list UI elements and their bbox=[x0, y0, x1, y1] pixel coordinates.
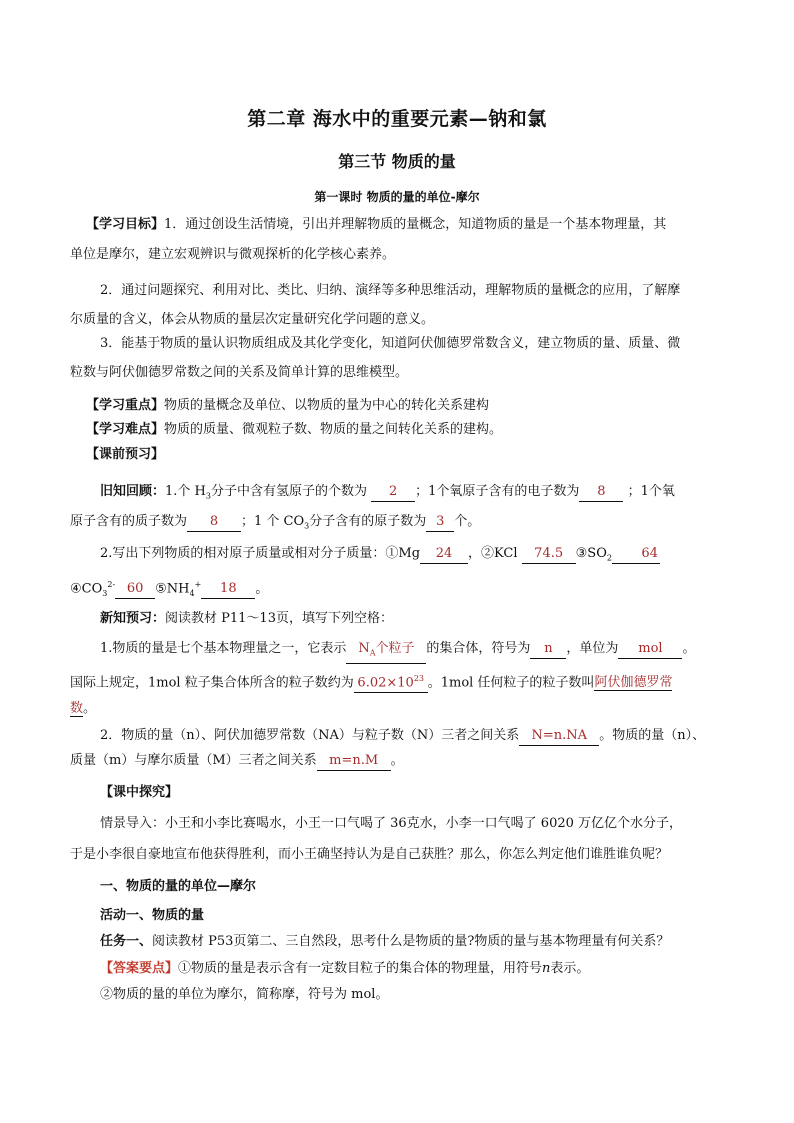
q2-sup: 2- bbox=[107, 580, 116, 589]
answer-text: 6.02×10 bbox=[357, 675, 414, 691]
answer-blank: m=n.M bbox=[317, 752, 391, 771]
q2-text: ④CO bbox=[70, 581, 103, 597]
answer-text: 个粒子 bbox=[375, 641, 415, 656]
q2-sub: 3 bbox=[102, 588, 108, 598]
review-sub: 3 bbox=[304, 521, 310, 531]
n1-text: ，单位为 bbox=[566, 641, 619, 656]
part1-heading: 一、物质的量的单位—摩尔 bbox=[100, 879, 257, 894]
review-text: 个。 bbox=[454, 514, 481, 529]
goals-line-1 bbox=[86, 216, 666, 234]
review-line-1 bbox=[100, 483, 675, 506]
preview-tag: 【课前预习】 bbox=[86, 447, 165, 462]
goals-line-4: 尔质量的含义，体会从物质的量层次定量研究化学问题的意义。 bbox=[70, 312, 435, 327]
answer-blank: N=n.NA bbox=[519, 727, 599, 746]
goals-line-2: 单位是摩尔，建立宏观辨识与微观探析的化学核心素养。 bbox=[70, 247, 396, 262]
chapter-title: 第二章 海水中的重要元素—钠和氯 bbox=[247, 108, 547, 130]
keypoint-tag: 【学习重点】 bbox=[86, 398, 165, 413]
review-line-2 bbox=[70, 513, 480, 536]
answer-blank: n bbox=[530, 640, 566, 659]
section-title: 第三节 物质的量 bbox=[338, 152, 456, 171]
scene-line-1: 情景导入：小王和小李比赛喝水，小王一口气喝了 36克水，小李一口气喝了 6020 万亿亿个水分子， bbox=[100, 816, 683, 831]
answer-sup: 23 bbox=[413, 674, 424, 683]
q2-text: ⑤NH bbox=[155, 581, 190, 597]
answer-blank: 64 bbox=[612, 545, 660, 564]
n2-text: 。物质的量（n）、 bbox=[599, 728, 706, 743]
review-text: 分子含有的原子数为 bbox=[309, 514, 427, 529]
task1-text: 阅读教材 P53页第二、三自然段，思考什么是物质的量?物质的量与基本物理量有何关系？ bbox=[152, 934, 670, 949]
answer-blank: 8 bbox=[579, 483, 623, 502]
activity1-heading: 活动一、物质的量 bbox=[100, 908, 205, 923]
review-text: 原子含有的质子数为 bbox=[70, 514, 188, 529]
goals-text-1a: 1．通过创设生活情境，引出并理解物质的量概念，知道物质的量是一个基本物理量，其 bbox=[164, 217, 667, 232]
n1-text: 。1mol 任何粒子的粒子数叫 bbox=[427, 675, 595, 691]
keypoint-line bbox=[86, 397, 489, 415]
keypoint-text: 物质的量概念及单位、以物质的量为中心的转化关系建构 bbox=[164, 398, 490, 413]
n1-text: 国际上规定，1mol 粒子集合体所含的粒子数约为 bbox=[70, 675, 354, 691]
answer-blank: 3 bbox=[426, 513, 454, 532]
n2-text: 。 bbox=[390, 753, 404, 768]
scene-line-2: 于是小李很自豪地宣布他获得胜利，而小王确坚持认为是自己获胜？那么，你怎么判定他们谁胜谁负呢？ bbox=[70, 847, 669, 862]
review-text: 1.个 H bbox=[165, 484, 206, 499]
newpreview-text: 阅读教材 P11～13页，填写下列空格： bbox=[165, 611, 393, 626]
answer-tag: 【答案要点】 bbox=[100, 961, 179, 976]
answer-text: N bbox=[358, 641, 370, 656]
q2-text: ③SO bbox=[575, 546, 607, 561]
answer-blank bbox=[346, 640, 426, 664]
review-text: 分子中含有氢原子的个数为 bbox=[210, 484, 367, 499]
review-sub: 3 bbox=[205, 491, 211, 501]
n2-line-1 bbox=[100, 727, 705, 746]
answer-blank: 74.5 bbox=[522, 545, 576, 564]
n1-line-1 bbox=[100, 640, 695, 664]
answer-line-1 bbox=[100, 960, 589, 978]
explore-tag: 【课中探究】 bbox=[100, 785, 179, 800]
difficulty-line bbox=[86, 421, 502, 439]
q2-line-1 bbox=[100, 545, 660, 568]
answer-blank: mol bbox=[618, 640, 682, 659]
n2-line-2 bbox=[70, 752, 404, 771]
n1-text: 。 bbox=[682, 641, 696, 656]
goals-line-3: 2．通过问题探究、利用对比、类比、归纳、演绎等多种思维活动，理解物质的量概念的应用，了解摩 bbox=[100, 283, 681, 298]
q2-text: 。 bbox=[255, 581, 269, 597]
answer-blank: 18 bbox=[201, 580, 255, 599]
q2-sub: 2 bbox=[606, 553, 612, 563]
answer-blank: 8 bbox=[187, 513, 241, 532]
goals-tag: 【学习目标】 bbox=[86, 217, 165, 232]
n1-text: 的集合体，符号为 bbox=[426, 641, 531, 656]
answer-text: ①物质的量是表示含有一定数目粒子的集合体的物理量，用符号 bbox=[178, 961, 543, 976]
q2-text: 2.写出下列物质的相对原子质量或相对分子质量：①Mg bbox=[100, 546, 421, 561]
newpreview-line bbox=[100, 610, 393, 628]
difficulty-text: 物质的质量、微观粒子数、物质的量之间转化关系的建构。 bbox=[164, 422, 503, 437]
difficulty-tag: 【学习难点】 bbox=[86, 422, 165, 437]
q2-text: ，②KCl bbox=[468, 546, 518, 561]
newpreview-lead: 新知预习： bbox=[100, 611, 166, 626]
answer-blank bbox=[354, 670, 428, 693]
n1-text: 。 bbox=[83, 701, 97, 716]
n1-text: 1.物质的量是七个基本物理量之一，它表示 bbox=[100, 641, 347, 656]
answer-blank: 阿伏伽德罗常 bbox=[594, 675, 673, 691]
lesson-title: 第一课时 物质的量的单位-摩尔 bbox=[314, 190, 480, 204]
answer-text: 表示。 bbox=[550, 961, 590, 976]
answer-blank: 数 bbox=[70, 701, 84, 716]
n2-text: 质量（m）与摩尔质量（M）三者之间关系 bbox=[70, 753, 317, 768]
q2-line-2 bbox=[70, 576, 268, 603]
goals-line-6: 粒数与阿伏伽德罗常数之间的关系及简单计算的思维模型。 bbox=[70, 365, 409, 380]
answer-sub: A bbox=[369, 648, 376, 658]
task1-line bbox=[100, 933, 669, 951]
q2-sup: + bbox=[194, 580, 202, 589]
answer-line-2: ②物质的量的单位为摩尔，简称摩，符号为 mol。 bbox=[100, 987, 389, 1002]
answer-symbol: n bbox=[542, 961, 551, 976]
answer-blank: 24 bbox=[420, 545, 468, 564]
task1-lead: 任务一、 bbox=[100, 934, 153, 949]
answer-blank: 60 bbox=[115, 580, 155, 599]
review-text: ；1个氧原子含有的电子数为 bbox=[415, 484, 580, 499]
goals-line-5: 3．能基于物质的量认识物质组成及其化学变化，知道阿伏伽德罗常数含义，建立物质的量、质量、微 bbox=[100, 336, 681, 351]
n1-line-3 bbox=[70, 700, 96, 718]
n1-line-2 bbox=[70, 670, 672, 693]
review-lead: 旧知回顾： bbox=[100, 484, 166, 499]
q2-sub: 4 bbox=[189, 588, 195, 598]
review-text: ；1 个 CO bbox=[241, 514, 305, 529]
review-text: ；1个氧 bbox=[627, 484, 675, 499]
answer-blank: 2 bbox=[371, 483, 415, 502]
n2-text: 2．物质的量（n）、阿伏加德罗常数（NA）与粒子数（N）三者之间关系 bbox=[100, 728, 520, 743]
